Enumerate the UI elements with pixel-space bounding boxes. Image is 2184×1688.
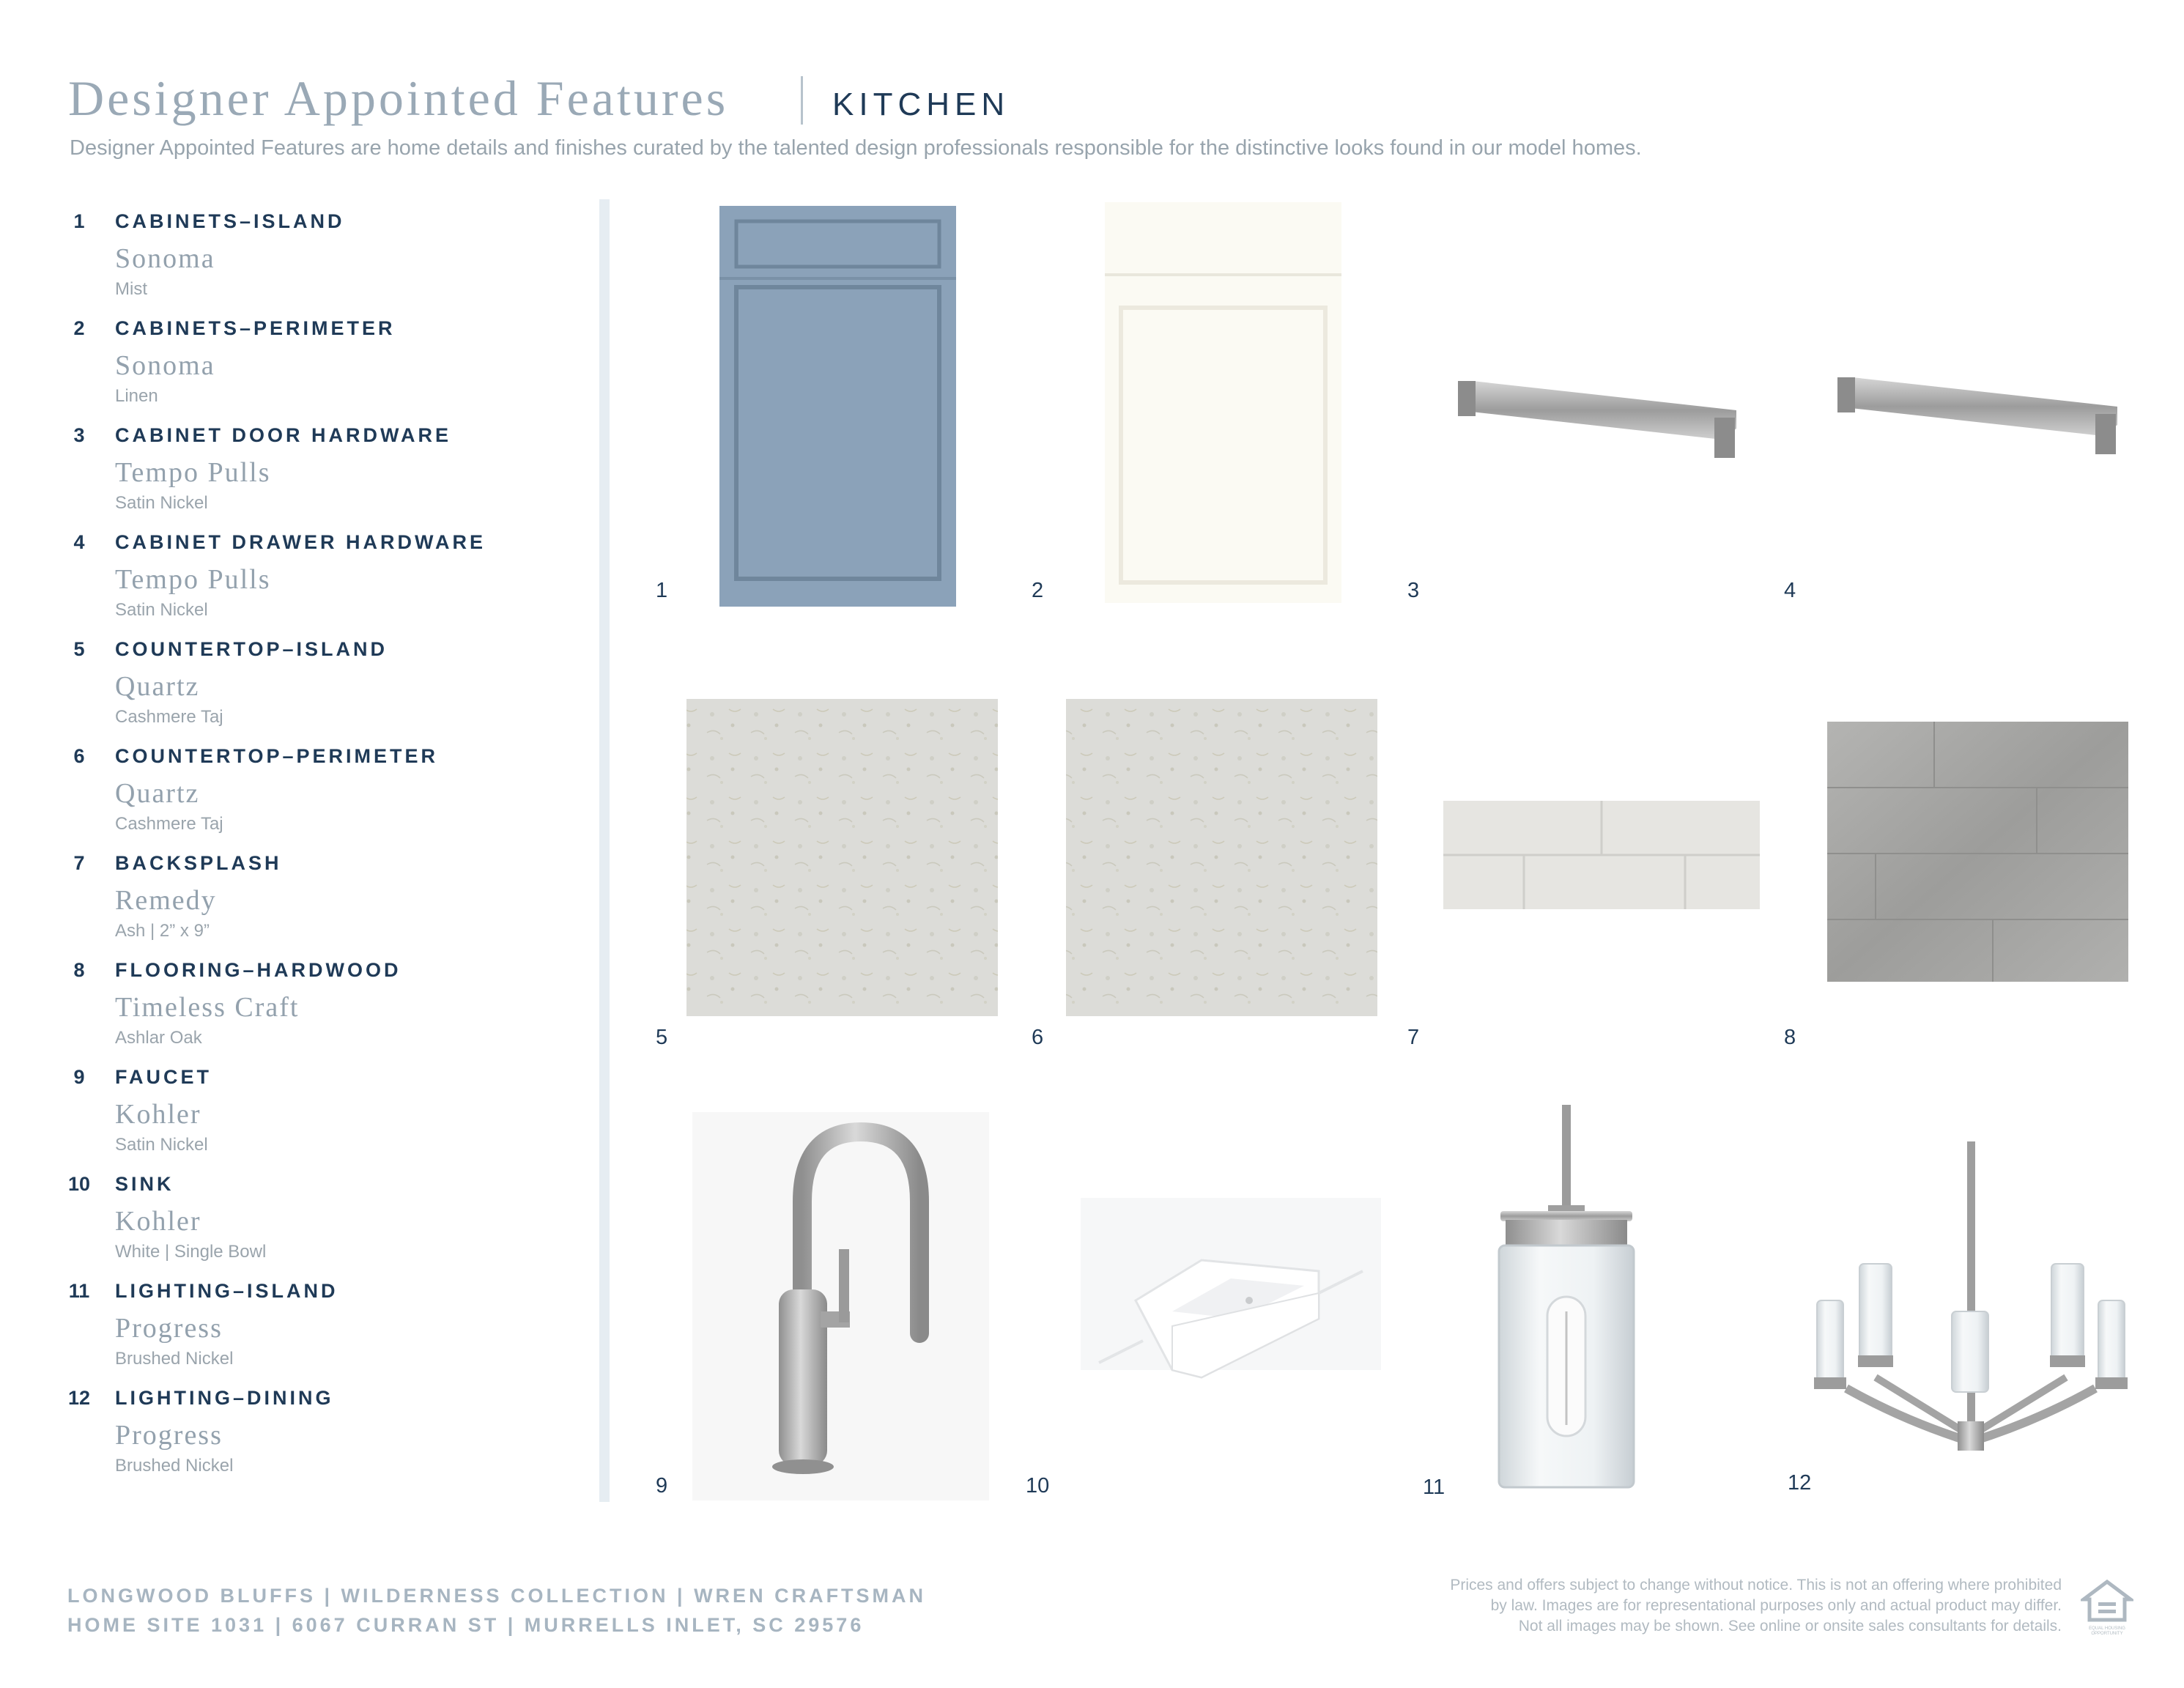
grid-label: 9: [656, 1474, 668, 1498]
grid-label: 12: [1788, 1471, 1812, 1495]
feature-name: Kohler: [115, 1206, 201, 1237]
feature-finish: White | Single Bowl: [115, 1242, 267, 1262]
feature-category: FAUCET: [115, 1066, 212, 1088]
section-title: KITCHEN: [832, 86, 1010, 122]
equal-housing-logo: [2081, 1579, 2133, 1636]
feature-finish: Satin Nickel: [115, 1135, 208, 1155]
feature-number: 7: [73, 852, 85, 874]
faucet-image: [692, 1112, 989, 1500]
feature-number: 4: [73, 531, 85, 553]
feature-finish: Cashmere Taj: [115, 814, 223, 834]
feature-name: Tempo Pulls: [115, 457, 271, 488]
feature-category: CABINETS–PERIMETER: [115, 317, 396, 339]
quartz-perimeter-image: [1066, 699, 1377, 1016]
feature-name: Timeless Craft: [115, 992, 300, 1023]
feature-name: Kohler: [115, 1099, 201, 1130]
sink-image: [1081, 1198, 1381, 1377]
page-subtitle: Designer Appointed Features are home details and finishes curated by the talented design professionals responsible for the distinctive looks found in our model homes.: [70, 136, 1642, 160]
hardwood-image: [1827, 722, 2128, 982]
equal-housing-text: EQUAL HOUSING OPPORTUNITY: [2089, 1626, 2125, 1636]
grid-label: 7: [1407, 1026, 1420, 1049]
feature-category: BACKSPLASH: [115, 852, 282, 874]
drawer-pull-image: [1837, 377, 2117, 454]
backsplash-image: [1443, 801, 1760, 909]
disclaimer-line: Not all images may be shown. See online or onsite sales consultants for details.: [1518, 1618, 2062, 1635]
feature-number: 3: [73, 424, 85, 446]
feature-number: 6: [73, 745, 85, 767]
feature-number: 10: [67, 1173, 91, 1195]
feature-name: Sonoma: [115, 350, 215, 381]
feature-category: FLOORING–HARDWOOD: [115, 959, 401, 981]
quartz-island-image: [686, 699, 998, 1016]
feature-category: COUNTERTOP–ISLAND: [115, 638, 388, 660]
feature-category: SINK: [115, 1173, 174, 1195]
grid-label: 10: [1026, 1474, 1050, 1498]
feature-finish: Brushed Nickel: [115, 1349, 234, 1369]
grid-label: 6: [1032, 1026, 1044, 1049]
feature-category: CABINET DOOR HARDWARE: [115, 424, 451, 446]
disclaimer-line: Prices and offers subject to change without notice. This is not an offering where prohibited: [1450, 1577, 2062, 1593]
feature-category: CABINETS–ISLAND: [115, 210, 345, 232]
grid-label: 1: [656, 579, 668, 602]
feature-name: Sonoma: [115, 243, 215, 274]
cabinet-island-image: [719, 206, 956, 607]
feature-finish: Mist: [115, 279, 147, 299]
feature-name: Progress: [115, 1313, 223, 1344]
feature-number: 1: [73, 210, 85, 232]
grid-label: 3: [1407, 579, 1420, 602]
door-pull-image: [1458, 381, 1736, 458]
feature-finish: Satin Nickel: [115, 600, 208, 620]
page-title: Designer Appointed Features: [68, 70, 729, 126]
feature-number: 5: [73, 638, 85, 660]
feature-name: Quartz: [115, 778, 200, 809]
feature-name: Remedy: [115, 885, 217, 916]
grid-label: 2: [1032, 579, 1044, 602]
feature-finish: Linen: [115, 386, 158, 406]
dining-chandelier-image: [1814, 1141, 2128, 1451]
feature-name: Quartz: [115, 671, 200, 702]
footer-address: HOME SITE 1031 | 6067 CURRAN ST | MURRELLS INLET, SC 29576: [67, 1614, 865, 1636]
footer-community: LONGWOOD BLUFFS | WILDERNESS COLLECTION | WREN CRAFTSMAN: [67, 1585, 927, 1607]
feature-number: 8: [73, 959, 85, 981]
island-pendant-image: [1499, 1105, 1634, 1487]
grid-label: 4: [1784, 579, 1796, 602]
equal-housing-icon: [2081, 1579, 2133, 1623]
feature-finish: Ash | 2” x 9”: [115, 921, 210, 941]
cabinet-perimeter-image: [1105, 202, 1341, 603]
feature-number: 2: [73, 317, 85, 339]
feature-finish: Cashmere Taj: [115, 707, 223, 727]
feature-finish: Ashlar Oak: [115, 1028, 202, 1048]
feature-number: 9: [73, 1066, 85, 1088]
feature-category: COUNTERTOP–PERIMETER: [115, 745, 439, 767]
disclaimer: [1329, 1575, 2062, 1637]
grid-label: 8: [1784, 1026, 1796, 1049]
feature-category: LIGHTING–ISLAND: [115, 1280, 338, 1302]
disclaimer-line: by law. Images are for representational purposes only and actual product may differ.: [1490, 1597, 2062, 1614]
feature-number: 12: [67, 1387, 91, 1409]
feature-category: LIGHTING–DINING: [115, 1387, 334, 1409]
feature-category: CABINET DRAWER HARDWARE: [115, 531, 486, 553]
feature-name: Tempo Pulls: [115, 564, 271, 595]
feature-finish: Satin Nickel: [115, 493, 208, 513]
grid-label: 5: [656, 1026, 668, 1049]
grid-label: 11: [1423, 1476, 1445, 1499]
feature-finish: Brushed Nickel: [115, 1456, 234, 1476]
feature-number: 11: [68, 1280, 90, 1302]
feature-name: Progress: [115, 1420, 223, 1451]
